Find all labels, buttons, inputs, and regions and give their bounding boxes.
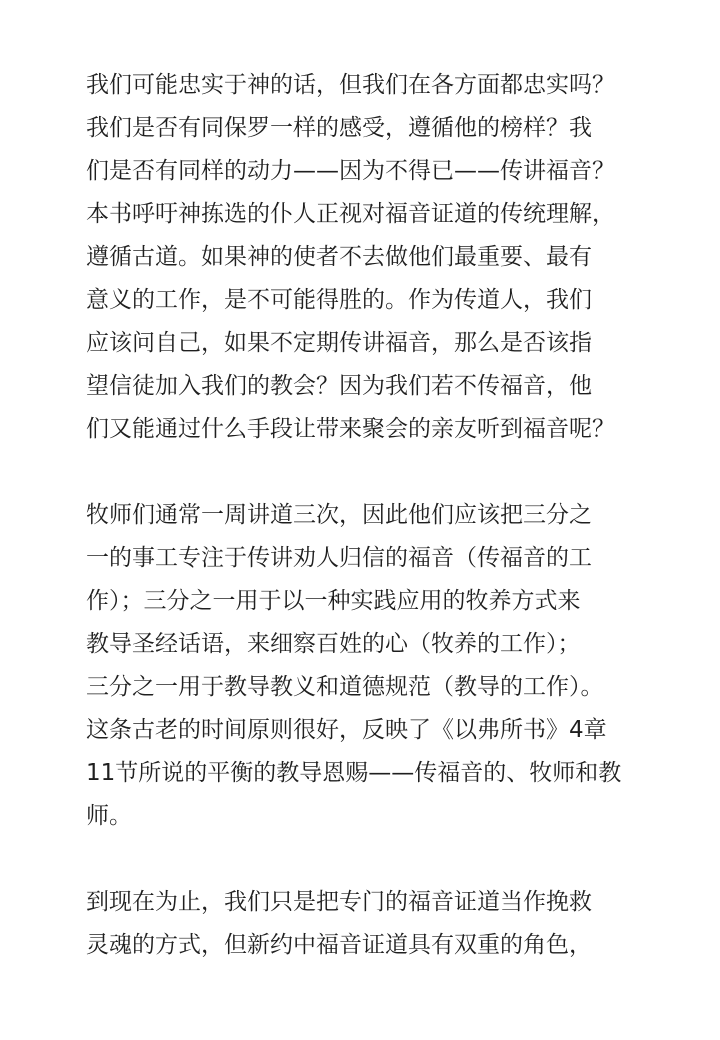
text-line: 我们是否有同保罗一样的感受，遵循他的榜样？我	[86, 115, 592, 141]
text-line: 三分之一用于教导教义和道德规范（教导的工作）。	[86, 674, 604, 700]
text-line: 师。	[86, 803, 132, 829]
text-line: 应该问自己，如果不定期传讲福音，那么是否该指	[86, 330, 592, 356]
text-line: 一的事工专注于传讲劝人归信的福音（传福音的工	[86, 545, 592, 571]
paragraph-2	[86, 494, 646, 838]
text-line: 11节所说的平衡的教导恩赐——传福音的、牧师和教	[86, 760, 622, 786]
text-line: 本书呼吁神拣选的仆人正视对福音证道的传统理解，	[86, 201, 615, 227]
text-line: 这条古老的时间原则很好，反映了《以弗所书》4章	[86, 717, 607, 743]
text-line: 望信徒加入我们的教会？因为我们若不传福音，他	[86, 373, 592, 399]
text-line: 意义的工作，是不可能得胜的。作为传道人，我们	[86, 287, 592, 313]
text-line: 我们可能忠实于神的话，但我们在各方面都忠实吗？	[86, 72, 615, 98]
paragraph-3	[86, 881, 646, 967]
text-line: 教导圣经话语，来细察百姓的心（牧养的工作）；	[86, 631, 581, 657]
text-line: 们是否有同样的动力——因为不得已——传讲福音？	[86, 158, 615, 184]
text-line: 到现在为止，我们只是把专门的福音证道当作挽救	[86, 889, 592, 915]
text-line: 们又能通过什么手段让带来聚会的亲友听到福音呢？	[86, 416, 615, 442]
text-line: 作）；三分之一用于以一种实践应用的牧养方式来	[86, 588, 581, 614]
text-line: 灵魂的方式，但新约中福音证道具有双重的角色，	[86, 932, 592, 958]
text-line: 牧师们通常一周讲道三次，因此他们应该把三分之	[86, 502, 592, 528]
paragraph-1	[86, 64, 646, 451]
text-line: 遵循古道。如果神的使者不去做他们最重要、最有	[86, 244, 592, 270]
